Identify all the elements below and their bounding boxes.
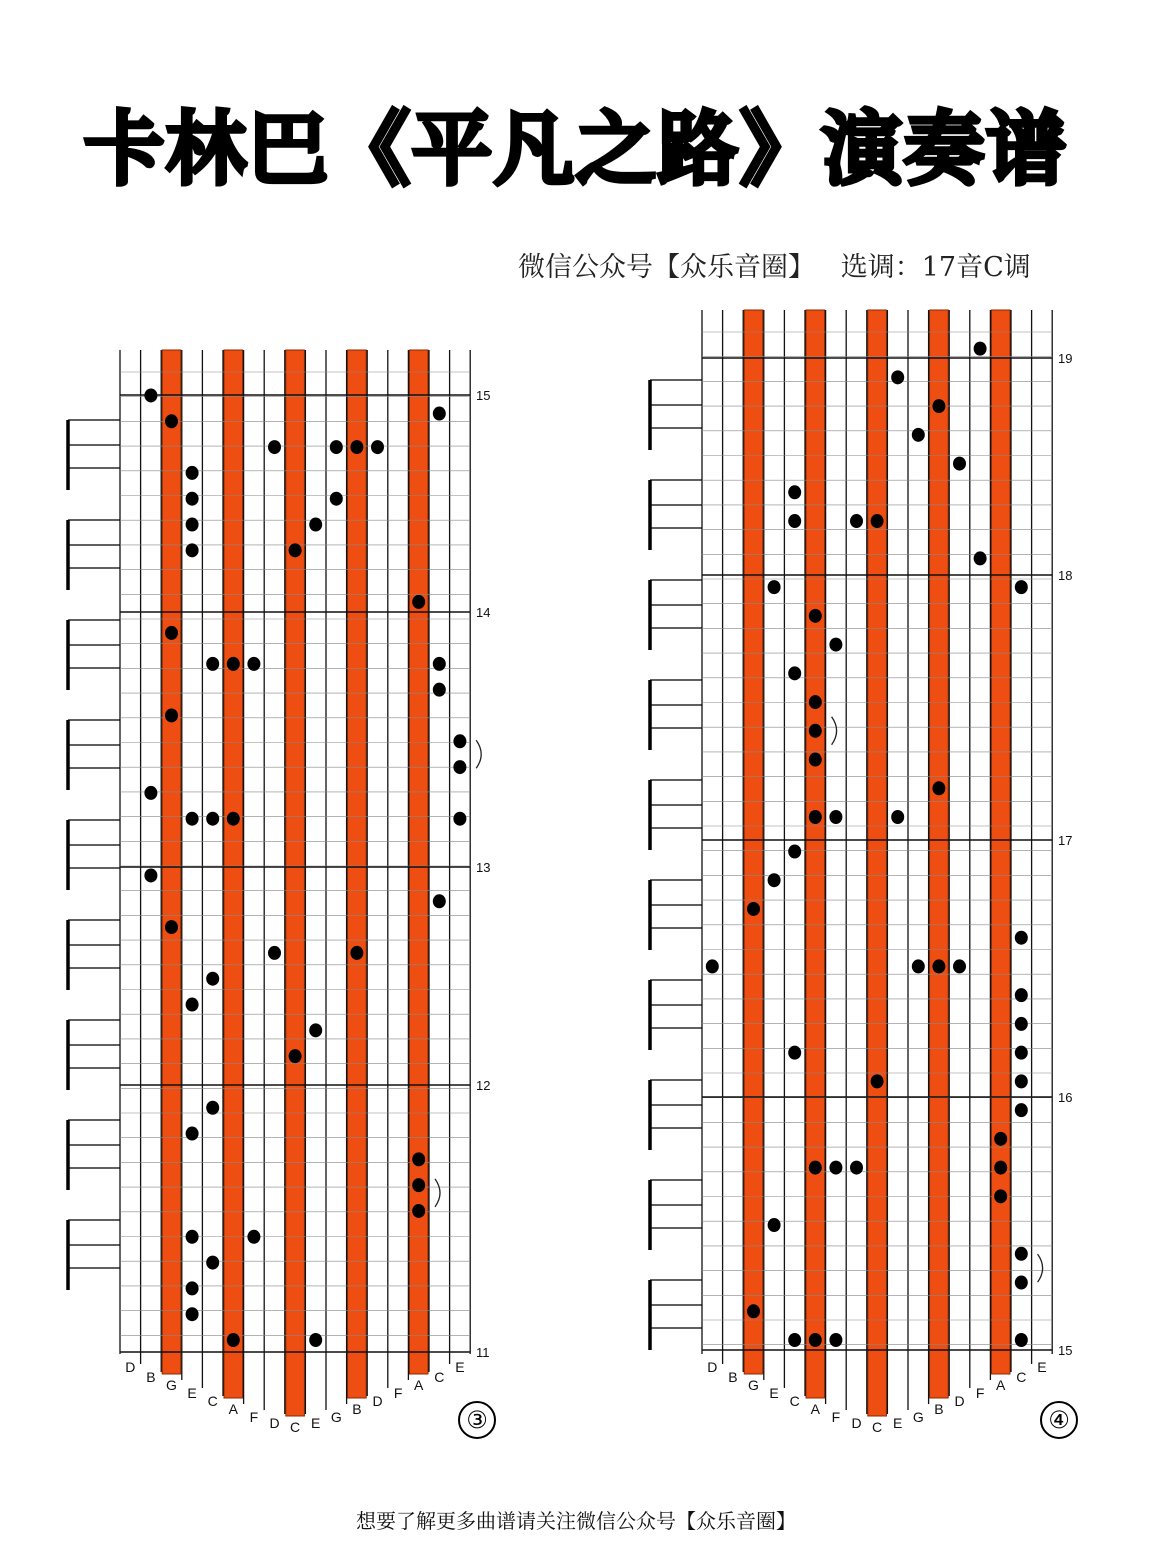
note-dot: [289, 543, 302, 557]
note-dot: [932, 959, 945, 973]
tie-mark: [832, 717, 837, 745]
highlight-tine: [162, 350, 181, 1374]
highlight-tine: [806, 310, 825, 1398]
note-dot: [350, 440, 363, 454]
tie-mark: [435, 1179, 440, 1207]
note-dot: [809, 1161, 822, 1175]
tine-key-label: A: [996, 1377, 1006, 1393]
note-dot: [350, 946, 363, 960]
note-dot: [788, 1333, 801, 1347]
page-number-4: ④: [1040, 1401, 1078, 1439]
tine-key-label: D: [707, 1359, 718, 1375]
note-dot: [768, 1218, 781, 1232]
note-dot: [268, 946, 281, 960]
tine-key-label: G: [912, 1409, 924, 1425]
tine-grid: [120, 350, 470, 1416]
note-dot: [165, 920, 178, 934]
note-dot: [268, 440, 281, 454]
note-dot: [974, 551, 987, 565]
note-dot: [433, 894, 446, 908]
note-dot: [788, 1046, 801, 1060]
note-dot: [871, 514, 884, 528]
measure-number: 13: [476, 860, 491, 875]
note-dot: [1015, 931, 1028, 945]
note-dot: [1015, 1017, 1028, 1031]
measure-number: 15: [1058, 1343, 1073, 1358]
tine-key-label: E: [311, 1415, 321, 1431]
score-panel-3: [60, 300, 530, 1435]
note-dot: [412, 595, 425, 609]
note-dot: [186, 812, 199, 826]
note-dot: [309, 1023, 322, 1037]
note-dot: [227, 657, 240, 671]
tie-mark: [1038, 1254, 1043, 1282]
page-number-3: ③: [458, 1401, 496, 1439]
note-dot: [829, 1333, 842, 1347]
highlight-tine: [348, 350, 367, 1398]
note-dot: [809, 695, 822, 709]
note-dot: [206, 972, 219, 986]
measure-number: 16: [1058, 1090, 1073, 1105]
subtitle: 微信公众号【众乐音圈】 选调：17音C调: [518, 252, 1031, 283]
note-dot: [1015, 580, 1028, 594]
note-dot: [809, 1333, 822, 1347]
note-dot: [186, 1281, 199, 1295]
tine-key-label: G: [330, 1409, 342, 1425]
kalimba-tab-3: [60, 300, 530, 1435]
note-dot: [829, 638, 842, 652]
note-dot: [144, 388, 157, 402]
note-dot: [371, 440, 384, 454]
note-dot: [186, 543, 199, 557]
score-panel-4: [642, 300, 1112, 1435]
note-dot: [932, 399, 945, 413]
measure-number: 14: [476, 605, 491, 620]
highlight-tine: [224, 350, 243, 1398]
note-dot: [953, 959, 966, 973]
tine-key-label: D: [125, 1359, 136, 1375]
tine-key-label: B: [146, 1369, 156, 1385]
note-dot: [186, 1307, 199, 1321]
note-dot: [144, 868, 157, 882]
page-title: 卡林巴《平凡之路》演奏谱: [84, 103, 1068, 196]
note-dot: [891, 810, 904, 824]
note-dot: [186, 1230, 199, 1244]
note-dot: [850, 514, 863, 528]
note-dot: [186, 1127, 199, 1141]
highlight-tine: [930, 310, 949, 1398]
measure-number: 19: [1058, 351, 1073, 366]
tine-key-label: G: [166, 1377, 177, 1393]
note-dot: [165, 708, 178, 722]
note-dot: [706, 959, 719, 973]
note-dot: [412, 1152, 425, 1166]
highlight-tine: [744, 310, 763, 1374]
note-dot: [330, 440, 343, 454]
note-dot: [809, 724, 822, 738]
highlight-tine: [286, 350, 305, 1416]
note-dot: [1015, 1247, 1028, 1261]
note-dot: [186, 998, 199, 1012]
note-dot: [453, 760, 466, 774]
tine-key-label: B: [934, 1401, 944, 1417]
note-dot: [1015, 1074, 1028, 1088]
measure-number: 17: [1058, 833, 1073, 848]
note-dot: [912, 959, 925, 973]
note-dot: [412, 1178, 425, 1192]
note-dot: [1015, 1333, 1028, 1347]
note-dot: [453, 734, 466, 748]
note-dot: [788, 485, 801, 499]
note-dot: [994, 1189, 1007, 1203]
note-dot: [1015, 1276, 1028, 1290]
tine-key-label: F: [249, 1409, 259, 1425]
tine-key-label: C: [872, 1419, 883, 1435]
measure-number: 11: [476, 1345, 490, 1360]
tine-key-label: C: [434, 1369, 445, 1385]
note-dot: [433, 657, 446, 671]
note-dot: [829, 810, 842, 824]
highlight-tine: [868, 310, 887, 1416]
note-dot: [974, 342, 987, 356]
note-dot: [912, 428, 925, 442]
note-dot: [932, 781, 945, 795]
note-dot: [994, 1132, 1007, 1146]
note-dot: [186, 492, 199, 506]
note-dot: [453, 812, 466, 826]
tine-key-label: C: [207, 1393, 218, 1409]
note-dot: [768, 580, 781, 594]
tine-key-label: E: [455, 1359, 465, 1375]
note-dot: [788, 844, 801, 858]
tine-key-label: F: [975, 1385, 985, 1401]
measure-number: 18: [1058, 568, 1073, 583]
tine-key-label: B: [352, 1401, 362, 1417]
measure-number: 15: [476, 388, 491, 403]
tine-key-label: C: [1016, 1369, 1027, 1385]
note-dot: [809, 753, 822, 767]
note-dot: [891, 370, 904, 384]
tine-key-label: D: [269, 1415, 280, 1431]
highlight-tine: [991, 310, 1010, 1374]
note-dot: [788, 666, 801, 680]
note-dot: [788, 514, 801, 528]
measure-number: 12: [476, 1078, 491, 1093]
note-dot: [206, 1256, 219, 1270]
note-dot: [1015, 988, 1028, 1002]
note-dot: [227, 1333, 240, 1347]
note-dot: [433, 407, 446, 421]
rhythm-brackets: [650, 380, 702, 1350]
note-dot: [994, 1161, 1007, 1175]
note-dot: [186, 466, 199, 480]
note-dot: [206, 1101, 219, 1115]
note-dot: [289, 1049, 302, 1063]
note-dot: [330, 492, 343, 506]
tine-key-label: E: [187, 1385, 197, 1401]
tine-key-label: E: [1037, 1359, 1047, 1375]
tine-key-label: A: [810, 1401, 820, 1417]
tie-mark: [476, 740, 481, 768]
note-dot: [871, 1074, 884, 1088]
note-dot: [247, 657, 260, 671]
tine-key-label: D: [851, 1415, 862, 1431]
tine-key-label: D: [372, 1393, 383, 1409]
note-dot: [247, 1230, 260, 1244]
note-dot: [809, 810, 822, 824]
note-dot: [1015, 1103, 1028, 1117]
highlight-tine: [409, 350, 428, 1374]
tine-key-label: C: [290, 1419, 301, 1435]
note-dot: [165, 414, 178, 428]
tine-key-label: F: [393, 1385, 403, 1401]
tine-key-label: G: [748, 1377, 759, 1393]
tine-key-label: D: [954, 1393, 965, 1409]
note-dot: [829, 1161, 842, 1175]
note-dot: [144, 786, 157, 800]
rhythm-brackets: [68, 420, 120, 1290]
note-dot: [433, 683, 446, 697]
note-dot: [850, 1161, 863, 1175]
tine-key-label: E: [769, 1385, 779, 1401]
note-dot: [309, 518, 322, 532]
note-dot: [1015, 1046, 1028, 1060]
tine-key-label: A: [414, 1377, 424, 1393]
tine-key-label: C: [789, 1393, 800, 1409]
note-dot: [186, 518, 199, 532]
note-dot: [768, 873, 781, 887]
tine-key-label: A: [228, 1401, 238, 1417]
note-dot: [206, 657, 219, 671]
tine-key-label: B: [728, 1369, 738, 1385]
note-dot: [227, 812, 240, 826]
kalimba-tab-4: [642, 300, 1112, 1435]
footer-text: 想要了解更多曲谱请关注微信公众号【众乐音圈】: [356, 1509, 796, 1533]
note-dot: [809, 609, 822, 623]
note-dot: [165, 626, 178, 640]
note-dot: [747, 902, 760, 916]
tine-grid: [702, 310, 1052, 1416]
note-dot: [206, 812, 219, 826]
note-dot: [309, 1333, 322, 1347]
tine-key-label: F: [831, 1409, 841, 1425]
note-dot: [953, 457, 966, 471]
tine-key-label: E: [893, 1415, 903, 1431]
note-dot: [747, 1304, 760, 1318]
note-dot: [412, 1204, 425, 1218]
